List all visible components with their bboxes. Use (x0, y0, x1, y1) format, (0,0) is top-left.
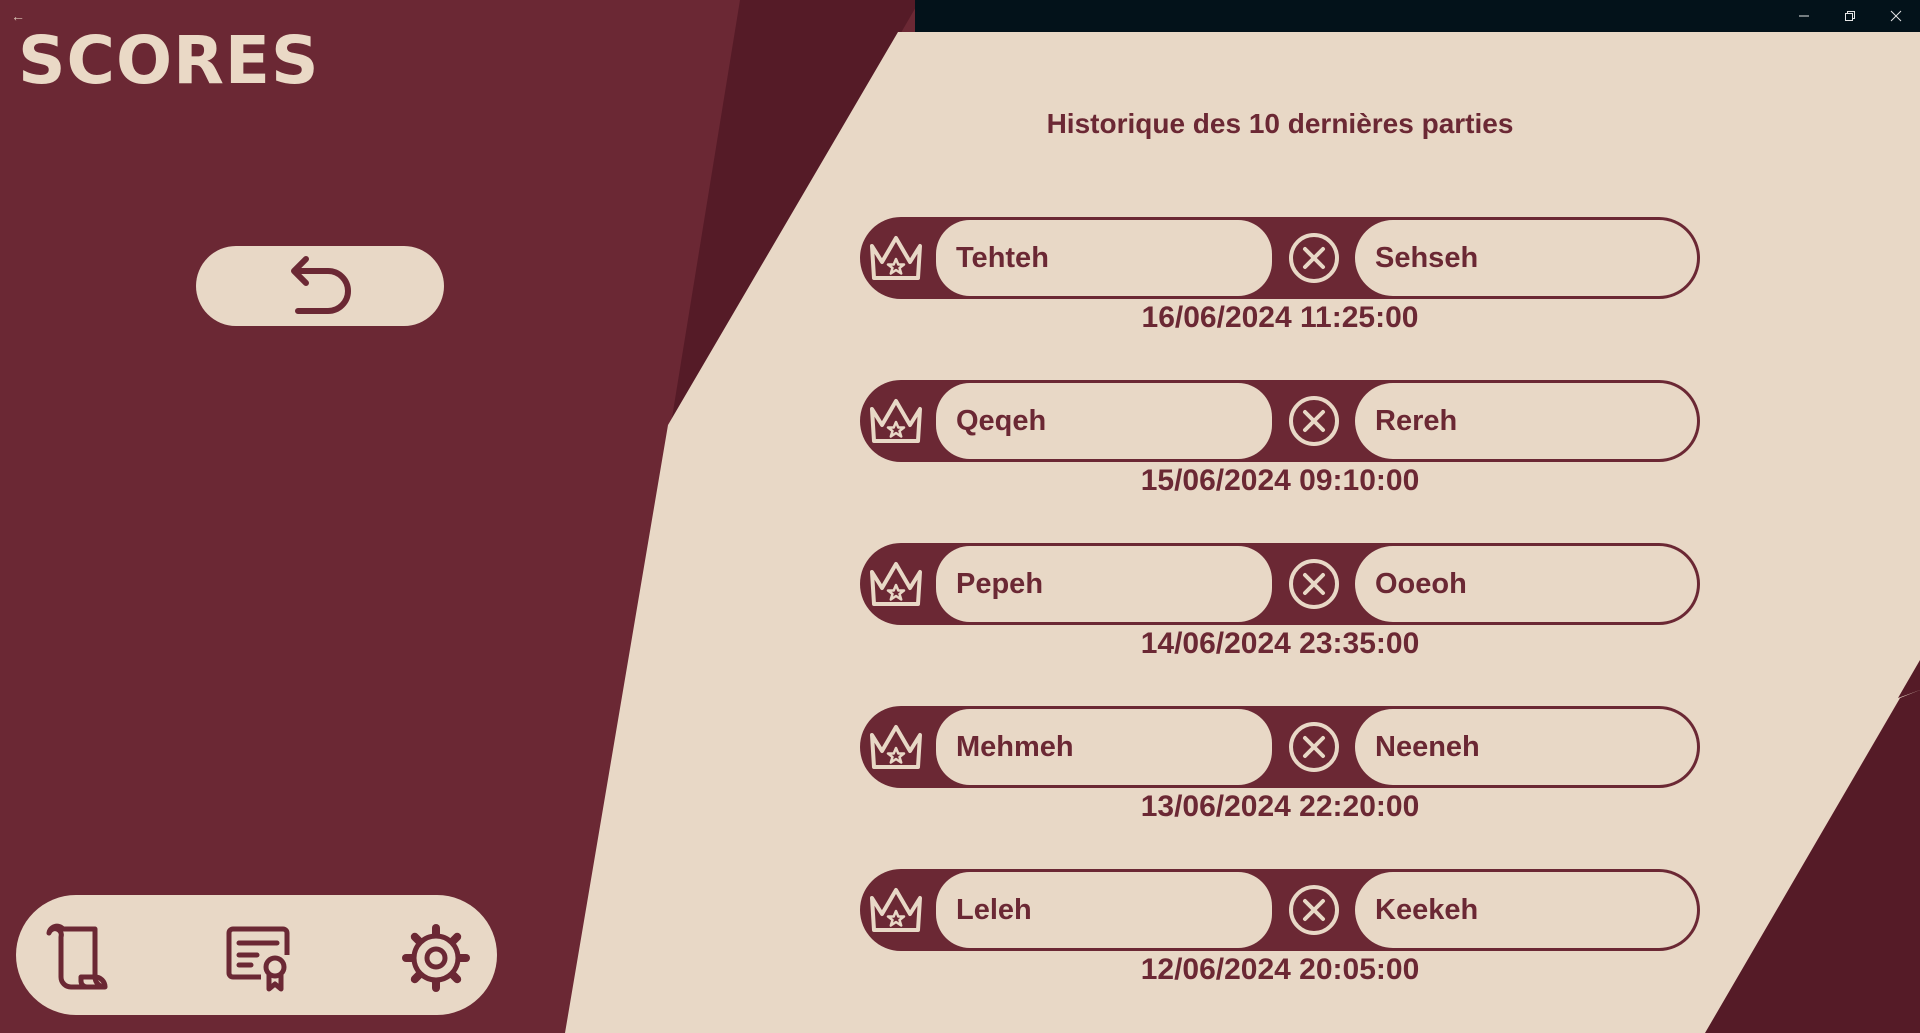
game-entry (860, 869, 1700, 989)
title-bar-dark-strip (915, 0, 1920, 32)
game-date: 12/06/2024 20:05:00 (1140, 953, 1420, 986)
scroll-icon (41, 923, 111, 993)
game-date: 16/06/2024 11:25:00 (1141, 301, 1419, 334)
game-entry (860, 543, 1700, 663)
loser-name: Rereh (1355, 383, 1697, 459)
x-circle-icon (1288, 395, 1340, 447)
game-date: 13/06/2024 22:20:00 (1140, 790, 1420, 823)
crown-icon (866, 391, 926, 451)
restore-icon (1844, 10, 1856, 22)
game-date: 14/06/2024 23:35:00 (1140, 627, 1420, 660)
nav-settings-button[interactable] (401, 923, 471, 993)
game-entry (860, 380, 1700, 500)
x-circle-icon (1288, 232, 1340, 284)
crown-icon (866, 228, 926, 288)
back-button[interactable] (196, 246, 444, 326)
crown-icon (866, 717, 926, 777)
loser-name: Neeneh (1355, 709, 1697, 785)
undo-arrow-icon (282, 251, 358, 321)
restore-button[interactable] (1827, 0, 1873, 32)
game-entry (860, 217, 1700, 337)
game-date: 15/06/2024 09:10:00 (1140, 464, 1420, 497)
crown-icon (866, 554, 926, 614)
winner-name: Qeqeh (936, 383, 1272, 459)
loser-name: Keekeh (1355, 872, 1697, 948)
winner-name: Mehmeh (936, 709, 1272, 785)
minimize-button[interactable] (1781, 0, 1827, 32)
page-title: SCORES (18, 22, 320, 99)
nav-scores-button[interactable] (221, 923, 291, 993)
winner-name: Tehteh (936, 220, 1272, 296)
loser-name: Ooeoh (1355, 546, 1697, 622)
window-back-icon[interactable]: ← (11, 8, 25, 24)
nav-rules-button[interactable] (41, 923, 111, 993)
close-icon (1890, 10, 1902, 22)
minimize-icon (1798, 10, 1810, 22)
gear-icon (401, 923, 471, 993)
crown-icon (866, 880, 926, 940)
game-entry (860, 706, 1700, 826)
x-circle-icon (1288, 721, 1340, 773)
winner-name: Leleh (936, 872, 1272, 948)
close-button[interactable] (1873, 0, 1919, 32)
loser-name: Sehseh (1355, 220, 1697, 296)
x-circle-icon (1288, 884, 1340, 936)
bottom-navigation (16, 895, 497, 1015)
winner-name: Pepeh (936, 546, 1272, 622)
x-circle-icon (1288, 558, 1340, 610)
certificate-icon (221, 923, 291, 993)
history-title: Historique des 10 dernières parties (1046, 108, 1514, 139)
